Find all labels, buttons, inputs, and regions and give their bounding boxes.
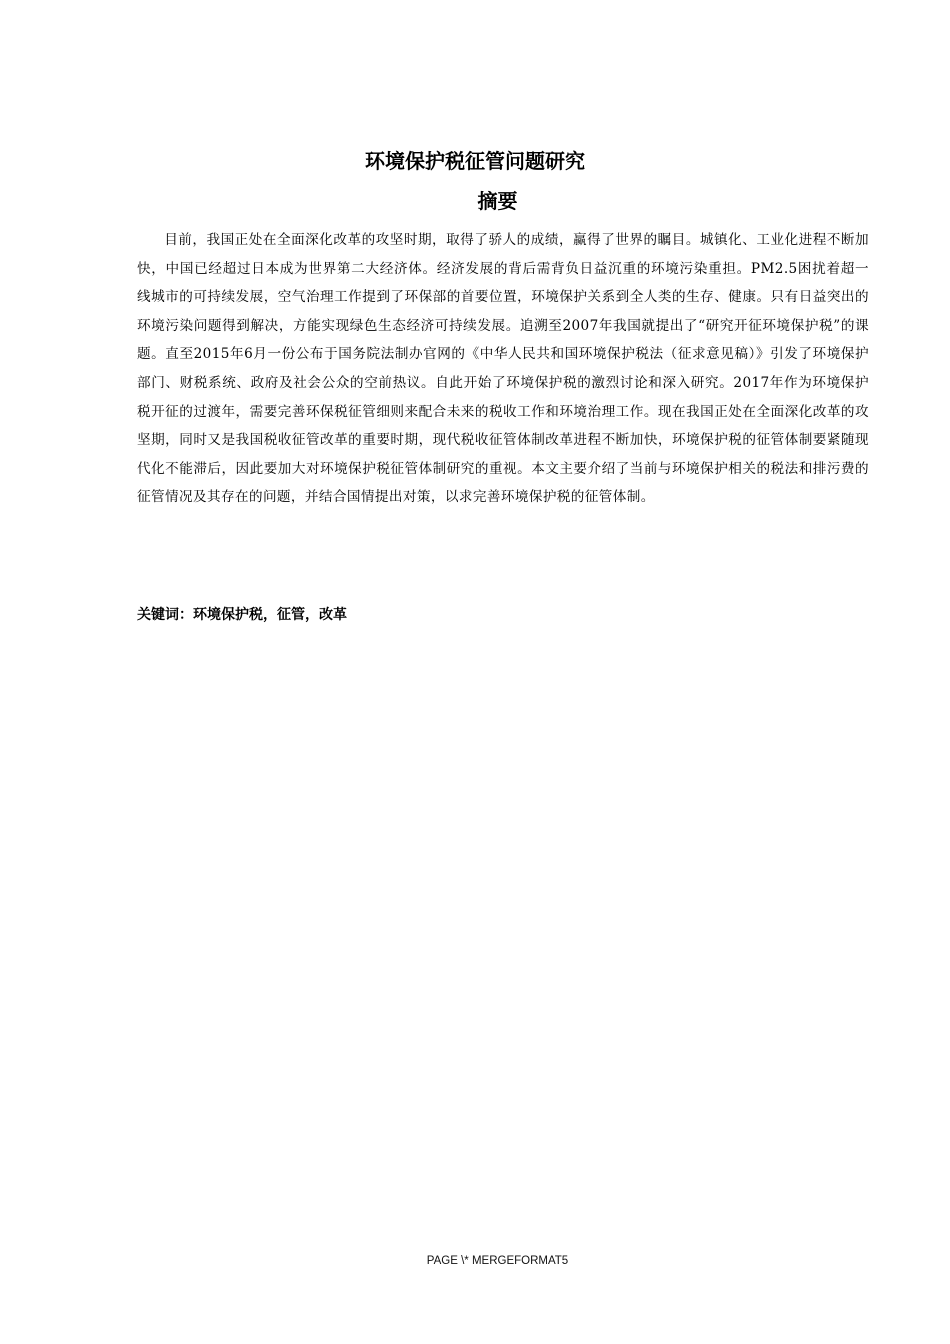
document-title: 环境保护税征管问题研究 xyxy=(365,149,585,173)
abstract-paragraph: 目前，我国正处在全面深化改革的攻坚时期，取得了骄人的成绩，赢得了世界的瞩目。城镇化、工业化进程不断加快，中国已经超过日本成为世界第二大经济体。经济发展的背后需背负日益沉重的环境污染重担。PM2.5困扰着超一线城市的可持续发展，空气治理工作提到了环保部的首要位置，环境保护关系到全人类的生存、健康。只有日益突出的环境污染问题得到解决，方能实现绿色生态经济可持续发展。追溯至2007年我国就提出了“研究开征环境保护税”的课题。直至2015年6月一份公布于国务院法制办官网的《中华人民共和国环境保护税法（征求意见稿）》引发了环境保护部门、财税系统、政府及社会公众的空前热议。自此开始了环境保护税的激烈讨论和深入研究。2017年作为环境保护税开征的过渡年，需要完善环保税征管细则来配合未来的税收工作和环境治理工作。现在我国正处在全面深化改革的攻坚期，同时又是我国税收征管改革的重要时期，现代税收征管体制改革进程不断加快，环境保护税的征管体制要紧随现代化不能滞后，因此要加大对环境保护税征管体制研究的重视。本文主要介绍了当前与环境保护相关的税法和排污费的征管情况及其存在的问题，并结合国情提出对策，以求完善环境保护税的征管体制。 xyxy=(137,232,869,506)
keywords-line: 关键词：环境保护税，征管，改革 xyxy=(137,607,347,623)
abstract-heading: 摘要 xyxy=(477,189,518,213)
page-footer: PAGE \* MERGEFORMAT5 xyxy=(426,1255,569,1267)
